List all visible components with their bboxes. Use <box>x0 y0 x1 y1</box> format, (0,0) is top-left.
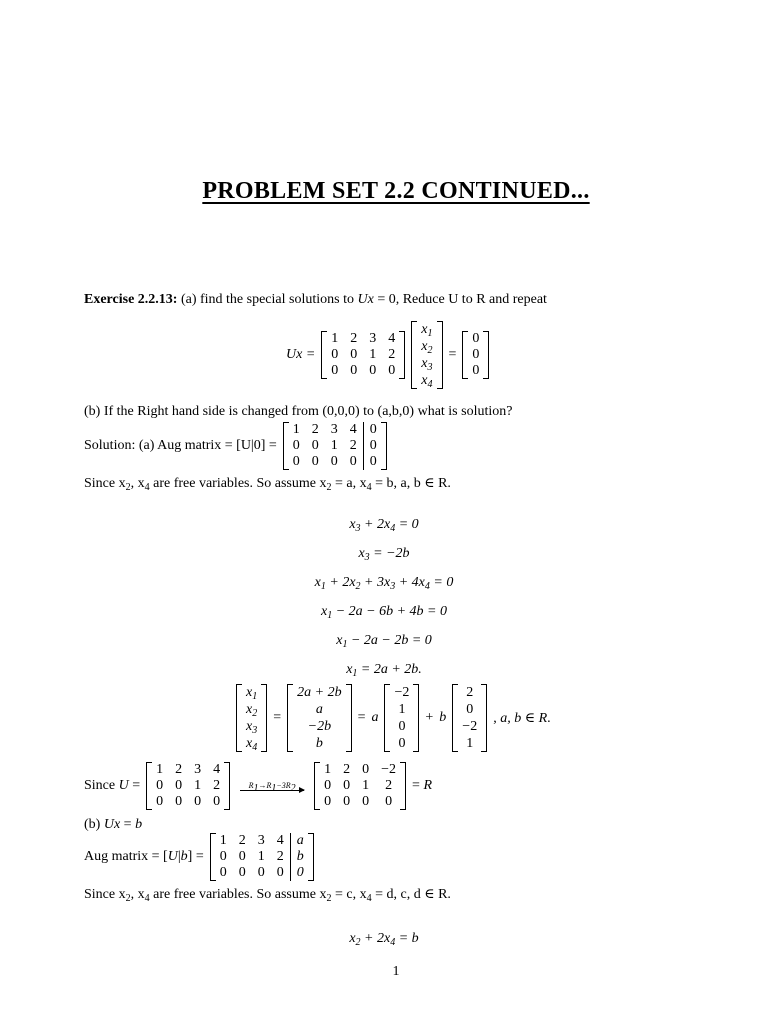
matrix-entry: 1 <box>219 833 227 848</box>
vector-entry: −2b <box>307 719 332 734</box>
vector-entry: 0 <box>472 331 480 346</box>
aug-matrix-1 <box>283 422 387 470</box>
vector-entry: $x_3$ <box>246 719 258 736</box>
vector-entry: 0 <box>398 736 406 751</box>
exercise-line: Exercise 2.2.13: (a) find the special solutions to Ux = 0, Reduce U to R and repeat <box>84 292 547 307</box>
matrix-entry: 0 <box>292 438 300 453</box>
matrix-entry: 2 <box>385 778 393 793</box>
solution-label: Solution: (a) Aug matrix = [U|0] = <box>84 438 277 453</box>
vector-entry: 0 <box>472 363 480 378</box>
ux-equation: Ux = 1 2 3 4 0 0 1 2 0 0 0 0 $x_1$ $x_2$ $x_3$ $x_4$ = 0 0 0 <box>286 321 489 389</box>
aug2-line <box>84 833 314 881</box>
matrix-entry: 0 <box>343 778 351 793</box>
augmented-entry: 0 <box>369 422 377 437</box>
matrix-entry: 2 <box>350 331 358 346</box>
row-op-arrow: $R_1\to R_1-3R_2$ <box>240 781 304 791</box>
aug2-label: Aug matrix = [U|b] = <box>84 849 204 864</box>
matrix-entry: 0 <box>388 363 396 378</box>
last-equation: $x_2 + 2x_4 = b$ <box>349 931 419 948</box>
vector-entry: $x_1$ <box>246 685 258 702</box>
exercise-label: Exercise 2.2.13: <box>84 292 178 307</box>
matrix-entry: 0 <box>362 794 370 809</box>
matrix-entry: 2 <box>238 833 246 848</box>
vector-entry: $x_1$ <box>421 322 433 339</box>
matrix-u-2 <box>146 762 230 810</box>
part-a-tail: , Reduce U to R and repeat <box>395 292 547 307</box>
matrix-entry: 0 <box>350 363 358 378</box>
vector-zero <box>462 331 489 379</box>
matrix-entry: 1 <box>331 331 339 346</box>
matrix-entry: 1 <box>330 438 338 453</box>
matrix-entry: 0 <box>156 778 164 793</box>
matrix-entry: 0 <box>349 454 357 469</box>
matrix-entry: 0 <box>331 347 339 362</box>
matrix-entry: 0 <box>175 794 183 809</box>
augmented-entry: a <box>296 833 304 848</box>
matrix-entry: 0 <box>362 762 370 777</box>
matrix-entry: 0 <box>175 778 183 793</box>
matrix-entry: 4 <box>388 331 396 346</box>
reduce-line <box>84 762 432 810</box>
ux-lhs: Ux = <box>286 347 316 362</box>
eq-r: = R <box>412 778 433 793</box>
vector-special-1 <box>384 684 419 752</box>
matrix-entry: 0 <box>238 865 246 880</box>
augmented-entry: 0 <box>369 454 377 469</box>
equation-3: $x_1 + 2x_2 + 3x_3 + 4x_4 = 0$ <box>314 575 454 592</box>
vector-entry: 1 <box>466 736 474 751</box>
vector-entry: −2 <box>462 719 478 734</box>
matrix-entry: 0 <box>311 454 319 469</box>
matrix-entry: 0 <box>343 794 351 809</box>
matrix-entry: 0 <box>385 794 393 809</box>
vector-entry: $x_4$ <box>421 373 433 390</box>
matrix-entry: 2 <box>311 422 319 437</box>
matrix-entry: 2 <box>276 849 284 864</box>
matrix-entry: 3 <box>257 833 265 848</box>
free-vars-1: Since $x_2$, $x_4$ are free variables. So assume $x_2 = a$, $x_4 = b$, a, b ∈ R. <box>84 476 451 493</box>
matrix-entry: 3 <box>369 331 377 346</box>
matrix-entry: 0 <box>219 865 227 880</box>
matrix-u <box>321 331 405 379</box>
equation-6: $x_1 = 2a + 2b$. <box>346 662 422 679</box>
vector-entry: 0 <box>472 347 480 362</box>
part-a-text: (a) find the special solutions to <box>180 292 354 307</box>
vector-special-2 <box>452 684 487 752</box>
equation-5: $x_1 - 2a - 2b = 0$ <box>336 633 432 650</box>
page-number: 1 <box>392 964 400 979</box>
matrix-entry: 1 <box>292 422 300 437</box>
equation-2: $x_3 = -2b$ <box>358 546 410 563</box>
vector-entry: $x_3$ <box>421 356 433 373</box>
matrix-entry: 4 <box>213 762 221 777</box>
matrix-entry: 0 <box>369 363 377 378</box>
vector-x-2 <box>236 684 267 752</box>
matrix-entry: 1 <box>362 778 370 793</box>
vector-entry: −2 <box>394 685 410 700</box>
matrix-entry: 3 <box>330 422 338 437</box>
matrix-entry: 1 <box>156 762 164 777</box>
matrix-entry: −2 <box>381 762 397 777</box>
matrix-entry: 1 <box>369 347 377 362</box>
vector-entry: $x_4$ <box>246 736 258 753</box>
augmented-entry: 0 <box>369 438 377 453</box>
vector-solution: $x_1$ $x_2$ $x_3$ $x_4$ = 2a + 2b a −2b b = a −2 1 0 0 + b 2 0 −2 1 , a, b ∈ R. <box>236 684 551 752</box>
matrix-entry: 0 <box>156 794 164 809</box>
vector-entry: 1 <box>398 702 406 717</box>
augmented-entry: b <box>296 849 304 864</box>
vector-entry: $x_2$ <box>246 702 258 719</box>
matrix-entry: 1 <box>257 849 265 864</box>
matrix-entry: 4 <box>276 833 284 848</box>
matrix-r <box>314 762 406 810</box>
matrix-entry: 2 <box>388 347 396 362</box>
augmented-entry: 0 <box>296 865 304 880</box>
solution-line <box>84 422 387 470</box>
matrix-entry: 4 <box>349 422 357 437</box>
matrix-entry: 0 <box>257 865 265 880</box>
vector-entry: 0 <box>466 702 474 717</box>
free-vars-2: Since $x_2$, $x_4$ are free variables. So assume $x_2 = c$, $x_4 = d$, c, d ∈ R. <box>84 887 451 904</box>
matrix-entry: 2 <box>349 438 357 453</box>
vector-entry: a <box>315 702 323 717</box>
since-u-label: Since U = <box>84 778 141 793</box>
vector-x <box>411 321 442 389</box>
matrix-entry: 0 <box>276 865 284 880</box>
matrix-entry: 1 <box>324 762 332 777</box>
matrix-entry: 0 <box>330 454 338 469</box>
vector-entry: b <box>315 736 323 751</box>
equation-1: $x_3 + 2x_4 = 0$ <box>349 517 419 534</box>
matrix-entry: 2 <box>175 762 183 777</box>
matrix-entry: 0 <box>219 849 227 864</box>
matrix-entry: 0 <box>350 347 358 362</box>
matrix-entry: 3 <box>194 762 202 777</box>
matrix-entry: 0 <box>324 794 332 809</box>
matrix-entry: 1 <box>194 778 202 793</box>
vector-entry: 2a + 2b <box>297 685 342 700</box>
page-title: PROBLEM SET 2.2 CONTINUED... <box>202 178 590 204</box>
matrix-entry: 0 <box>311 438 319 453</box>
vector-general <box>287 684 351 752</box>
matrix-entry: 0 <box>292 454 300 469</box>
aug-matrix-2 <box>210 833 314 881</box>
matrix-entry: 0 <box>324 778 332 793</box>
matrix-entry: 0 <box>238 849 246 864</box>
matrix-entry: 0 <box>194 794 202 809</box>
matrix-entry: 0 <box>331 363 339 378</box>
equation-4: $x_1 - 2a - 6b + 4b = 0$ <box>320 604 447 621</box>
matrix-entry: 2 <box>213 778 221 793</box>
vector-entry: 2 <box>466 685 474 700</box>
vector-entry: 0 <box>398 719 406 734</box>
vector-entry: $x_2$ <box>421 339 433 356</box>
matrix-entry: 2 <box>343 762 351 777</box>
matrix-entry: 0 <box>213 794 221 809</box>
part-b-text: (b) If the Right hand side is changed from (0,0,0) to (a,b,0) what is solution? <box>84 404 513 419</box>
part-b2-label: (b) Ux = b <box>84 817 143 832</box>
